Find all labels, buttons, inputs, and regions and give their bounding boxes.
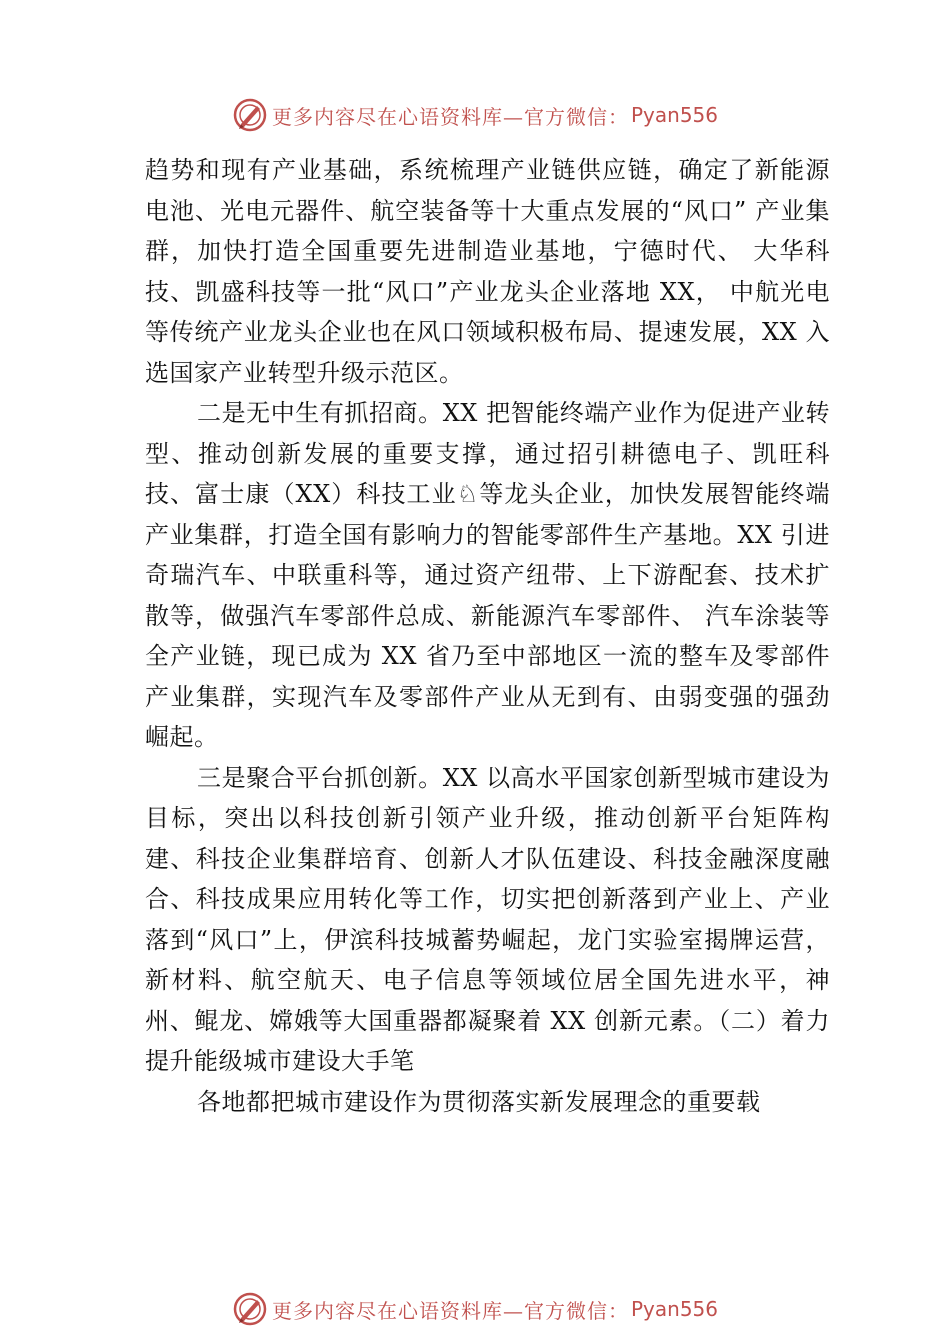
paragraph-1: 趋势和现有产业基础，系统梳理产业链供应链，确定了新能源电池、光电元器件、航空装备等十大重点发展的“风口” 产业集群，加快打造全国重要先进制造业基地，宁德时代、 大华科技、凯盛科技等一批“风口”产业龙头企业落地 XX， 中航光电等传统产业龙头企业也在风口领域积极布局、提速发展，XX 入选国家产业转型升级示范区。	[145, 156, 830, 387]
paragraph-2: 二是无中生有抓招商。XX 把智能终端产业作为促进产业转型、推动创新发展的重要支撑，通过招引耕德电子、凯旺科技、富士康（XX）科技工业♘等龙头企业，加快发展智能终端产业集群，打造全国有影响力的智能零部件生产基地。XX 引进奇瑞汽车、中联重科等，通过资产纽带、上下游配套、技术扩散等，做强汽车零部件总成、新能源汽车零部件、 汽车涂装等全产业链，现已成为 XX 省乃至中部地区一流的整车及零部件产业集群，实现汽车及零部件产业从无到有、由弱变强的强劲崛起。	[145, 399, 830, 751]
document-body	[145, 150, 830, 1122]
header-wechat-id: Pyan556	[630, 103, 718, 127]
pen-logo-icon	[232, 97, 268, 133]
header-banner	[0, 93, 950, 137]
footer-wechat-id: Pyan556	[630, 1297, 718, 1321]
header-banner-text: 更多内容尽在心语资料库—官方微信：	[271, 104, 629, 129]
pen-logo-icon	[232, 1291, 268, 1327]
footer-banner	[0, 1287, 950, 1331]
paragraph-4: 各地都把城市建设作为贯彻落实新发展理念的重要载	[197, 1087, 761, 1116]
paragraph-3: 三是聚合平台抓创新。XX 以高水平国家创新型城市建设为目标，突出以科技创新引领产业升级，推动创新平台矩阵构建、科技企业集群培育、创新人才队伍建设、科技金融深度融合、科技成果应用转化等工作，切实把创新落到产业上、产业落到“风口”上，伊滨科技城蓄势崛起，龙门实验室揭牌运营，新材料、航空航天、电子信息等领域位居全国先进水平，神州、鲲龙、嫦娥等大国重器都凝聚着 XX 创新元素。（二）着力提升能级城市建设大手笔	[145, 763, 830, 1075]
footer-banner-text: 更多内容尽在心语资料库—官方微信：	[271, 1298, 629, 1323]
